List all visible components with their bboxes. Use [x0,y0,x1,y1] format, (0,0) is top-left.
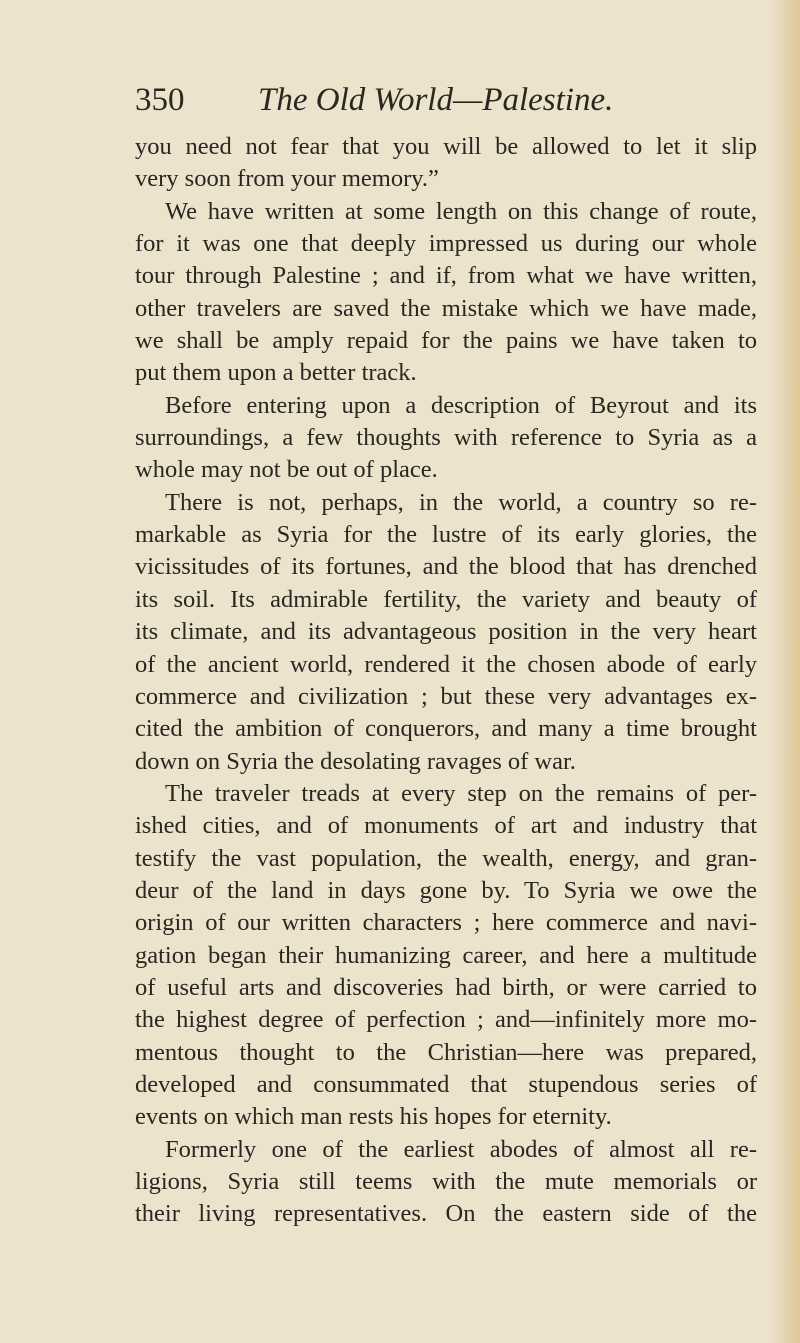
page-number: 350 [135,82,185,118]
text-line: There is not, perhaps, in the world, a country so re- [165,488,757,516]
text-line: surroundings, a few thoughts with reference to Syria as a [135,424,757,452]
text-line: ished cities, and of monuments of art and industry that [135,812,757,840]
text-line: We have written at some length on this change of route, [165,197,757,225]
text-line: ligions, Syria still teems with the mute memorials or [135,1168,757,1195]
text-line: very soon from your memory.” [135,165,439,193]
text-line: origin of our written characters ; here commerce and navi- [135,909,757,937]
text-line: whole may not be out of place. [135,456,438,484]
text-line: gation began their humanizing career, and here a multitude [135,941,757,969]
text-line: put them upon a better track. [135,359,417,387]
text-line: of the ancient world, rendered it the chosen abode of early [135,650,757,678]
text-line: markable as Syria for the lustre of its early glories, the [135,521,757,549]
text-line: developed and consummated that stupendous series of [135,1070,757,1098]
text-line: cited the ambition of conquerors, and many a time brought [135,715,757,743]
text-line: its soil. Its admirable fertility, the variety and beauty of [135,585,757,613]
text-line: Before entering upon a description of Beyrout and its [165,391,757,419]
text-line: mentous thought to the Christian—here was prepared, [135,1038,757,1066]
text-line: deur of the land in days gone by. To Syria we owe the [135,876,757,904]
text-line: tour through Palestine ; and if, from what we have written, [135,262,757,290]
text-line: the highest degree of perfection ; and—infinitely more mo- [135,1006,757,1034]
text-line: we shall be amply repaid for the pains we have taken to [135,327,757,355]
text-line: The traveler treads at every step on the remains of per- [165,779,757,807]
page-header [135,80,735,120]
text-line: vicissitudes of its fortunes, and the blood that has drenched [135,553,757,581]
text-line: other travelers are saved the mistake which we have made, [135,294,757,322]
text-line: down on Syria the desolating ravages of war. [135,747,576,775]
text-line: testify the vast population, the wealth, energy, and gran- [135,844,757,872]
running-title: The Old World—Palestine. [258,82,614,118]
text-line: Formerly one of the earliest abodes of almost all re- [165,1135,757,1163]
body-text [135,131,757,1231]
text-line: of useful arts and discoveries had birth, or were carried to [135,973,757,1001]
text-line: its climate, and its advantageous position in the very heart [135,618,757,646]
text-line: for it was one that deeply impressed us during our whole [135,230,757,258]
text-line: you need not fear that you will be allowed to let it slip [135,133,757,160]
text-line: commerce and civilization ; but these very advantages ex- [135,682,757,710]
text-line: events on which man rests his hopes for eternity. [135,1103,612,1131]
text-line: their living representatives. On the eastern side of the [135,1200,757,1228]
